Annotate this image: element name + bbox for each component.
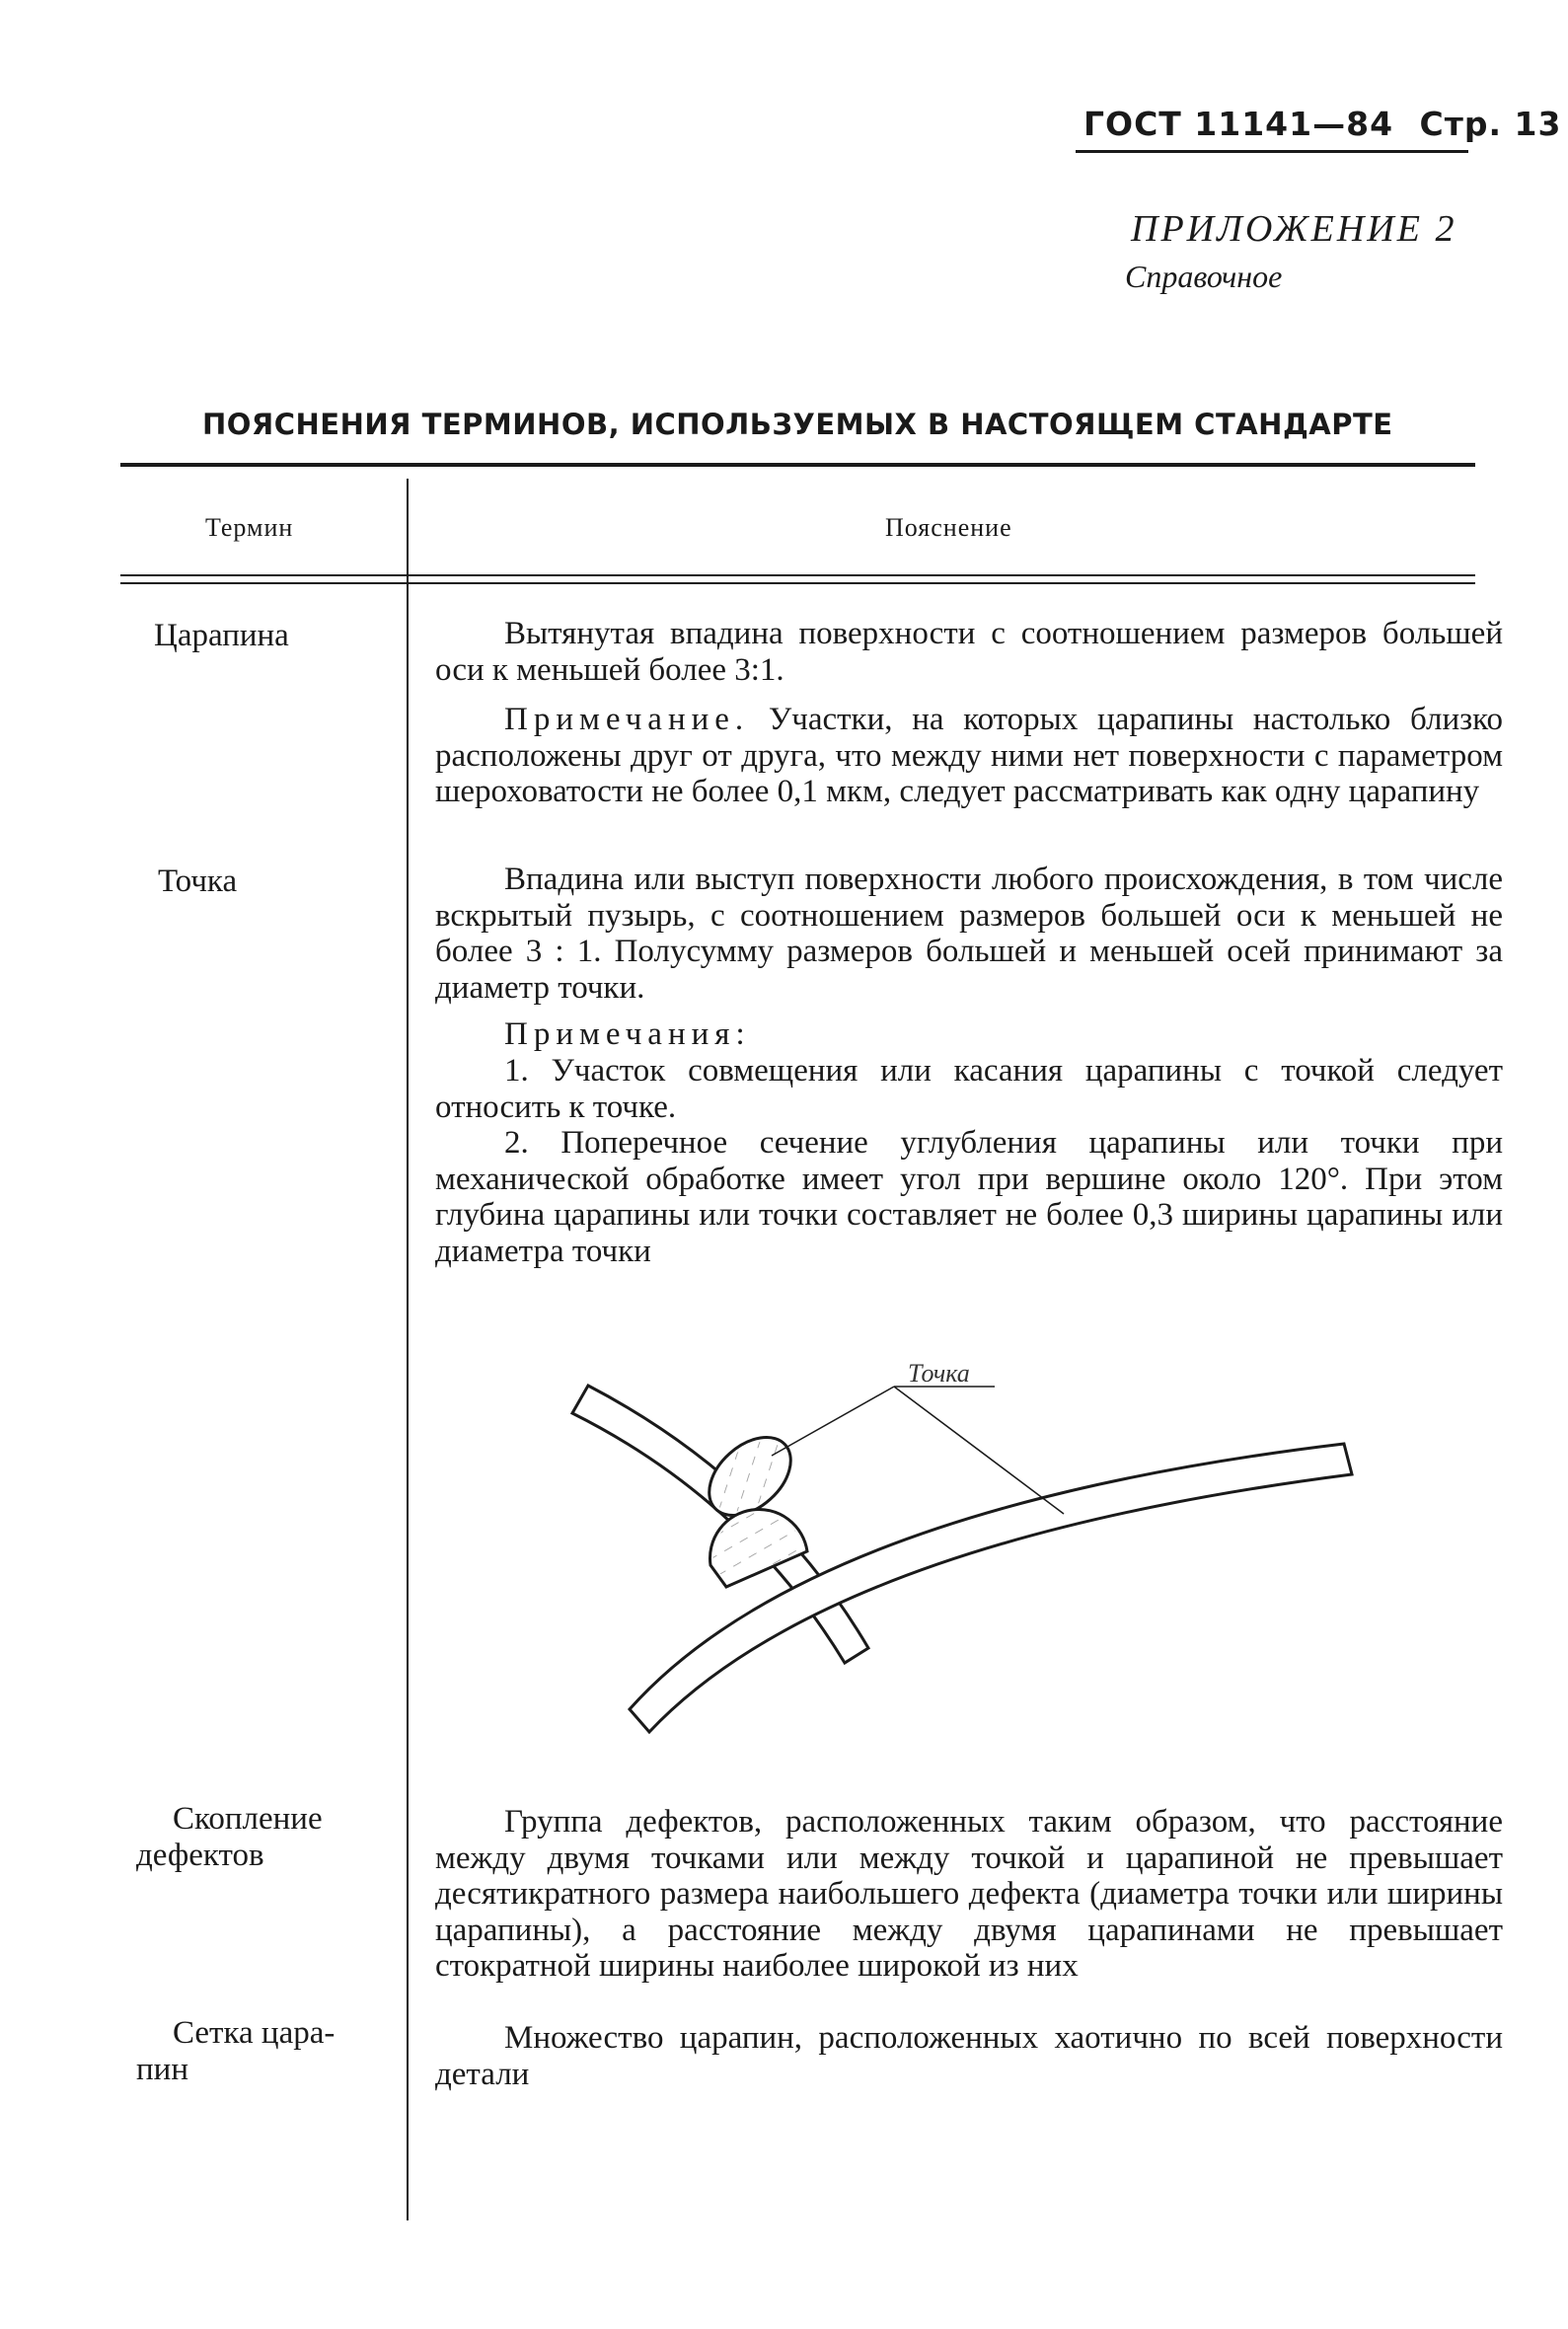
column-header-term: Термин: [205, 513, 294, 542]
table-header-rule-1: [120, 574, 1475, 576]
appendix-title: ПРИЛОЖЕНИЕ 2: [1131, 208, 1457, 250]
term-scratch-network-line1: Сетка цара-: [173, 2015, 336, 2051]
definition-scratch: Вытянутая впадина поверхности с соотношением размеров большей оси к меньшей более 3:1.: [435, 616, 1503, 688]
leader-line-right: [894, 1387, 1064, 1514]
column-divider: [407, 479, 409, 2220]
definition-cluster: Группа дефектов, расположенных таким образом, что расстояние между двумя точками или между точкой и царапиной не превышает десятикратного размера наибольшего дефекта (диаметра точки или ширины царапины), а расстояние между двумя царапинами не превышает стократной ширины наиболее широкой из них: [435, 1804, 1503, 1984]
note-2-dot: 2. Поперечное сечение углубления царапины или точки при механической обработке имеет угол при вершине около 120°. При этом глубина царапины или точки составляет не более 0,3 ширины царапины или диаметра точки: [435, 1125, 1503, 1269]
document-title: ПОЯСНЕНИЯ ТЕРМИНОВ, ИСПОЛЬЗУЕМЫХ В НАСТОЯЩЕМ СТАНДАРТЕ: [202, 408, 1393, 441]
term-scratch-network-line2: пин: [136, 2052, 188, 2087]
term-dot: Точка: [158, 864, 238, 899]
page-number: Стр. 13: [1419, 105, 1562, 143]
figure-scratch-dot: [553, 1342, 1381, 1757]
header-rule: [1076, 150, 1468, 153]
table-top-rule: [120, 463, 1475, 467]
note-scratch: [435, 702, 1503, 810]
note-label: Примечание.: [504, 702, 750, 737]
document-code: ГОСТ 11141—84: [1083, 105, 1394, 143]
scratch-left: [572, 1386, 868, 1663]
term-cluster-line2: дефектов: [136, 1838, 264, 1873]
column-header-explanation: Пояснение: [885, 513, 1012, 542]
note-1-dot: 1. Участок совмещения или касания царапины с точкой следует относить к точке.: [435, 1053, 1503, 1125]
table-header-rule-2: [120, 582, 1475, 584]
term-scratch: Царапина: [154, 618, 289, 653]
leader-line-left: [772, 1387, 894, 1456]
appendix-subtitle: Справочное: [1125, 259, 1283, 294]
term-cluster-line1: Скопление: [173, 1801, 323, 1837]
page-header: [1083, 105, 1561, 143]
definition-scratch-network: Множество царапин, расположенных хаотично по всей поверхности детали: [435, 2020, 1503, 2092]
note-text: Участки, на которых царапины настолько близко расположены друг от друга, что между ними нет поверхности с параметром шероховатости не более 0,1 мкм, следует рассматривать как одну царапину: [435, 702, 1503, 809]
definition-dot: Впадина или выступ поверхности любого происхождения, в том числе вскрытый пузырь, с соотношением размеров большей оси к меньшей не более 3 : 1. Полусумму размеров большей и меньшей осей принимают за диаметр точки.: [435, 862, 1503, 1006]
figure-label: Точка: [908, 1359, 970, 1388]
notes-label-dot: Примечания:: [504, 1016, 751, 1052]
